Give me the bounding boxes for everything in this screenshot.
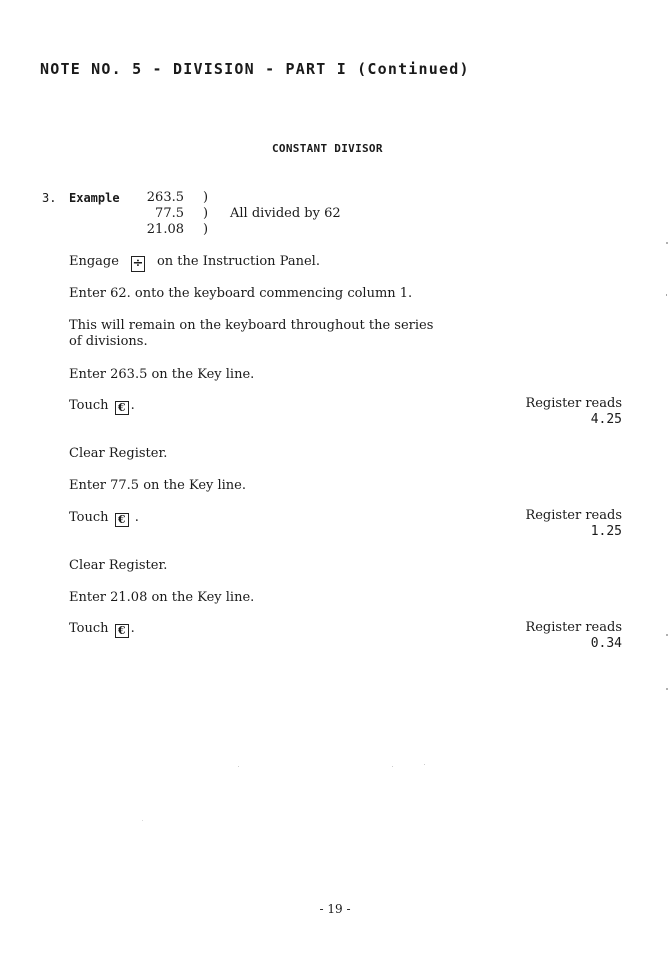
example-label: Example — [69, 191, 120, 205]
touch-dot: . — [134, 510, 139, 525]
enter-divisor-line: Enter 62. onto the keyboard commencing column 1. — [69, 286, 413, 301]
register-reads-label-3: Register reads — [525, 620, 622, 635]
scan-speck — [666, 242, 668, 244]
divide-key-icon: ÷ — [132, 256, 144, 271]
touch-dot: . — [130, 398, 135, 413]
touch-line-1 — [69, 398, 135, 415]
touch-text: Touch — [69, 510, 109, 525]
register-result-3: 0.34 — [590, 636, 622, 651]
constant-key-icon: € — [115, 624, 129, 638]
example-note: All divided by 62 — [230, 206, 341, 221]
scan-speck — [142, 820, 143, 821]
scan-speck — [392, 766, 393, 767]
scan-speck — [424, 764, 425, 765]
example-value-2: 77.5 — [155, 206, 184, 221]
scan-speck — [666, 634, 668, 636]
remain-note-line-1: This will remain on the keyboard throughout the series — [69, 318, 434, 333]
engage-line — [69, 254, 320, 272]
paren-1: ) — [203, 190, 209, 205]
example-value-1: 263.5 — [146, 190, 184, 205]
enter-value-3-line: Enter 21.08 on the Key line. — [69, 590, 255, 605]
register-reads-label-1: Register reads — [525, 396, 622, 411]
remain-note-line-2: of divisions. — [69, 334, 148, 349]
touch-line-2 — [69, 510, 139, 527]
touch-dot: . — [130, 621, 135, 636]
paren-2: ) — [203, 206, 209, 221]
constant-key-icon: € — [115, 513, 129, 527]
page-heading: NOTE NO. 5 - DIVISION - PART I (Continued) — [40, 60, 470, 78]
example-value-3: 21.08 — [146, 222, 184, 237]
constant-key-icon: € — [115, 401, 129, 415]
clear-register-line-2: Clear Register. — [69, 558, 168, 573]
touch-text: Touch — [69, 621, 109, 636]
register-reads-label-2: Register reads — [525, 508, 622, 523]
engage-text: Engage — [69, 254, 119, 269]
scan-speck — [666, 688, 668, 690]
register-result-1: 4.25 — [590, 412, 622, 427]
clear-register-line-1: Clear Register. — [69, 446, 168, 461]
paren-3: ) — [203, 222, 209, 237]
section-subheading: CONSTANT DIVISOR — [272, 142, 383, 155]
scan-speck — [238, 766, 239, 767]
engage-text-post: on the Instruction Panel. — [156, 254, 320, 269]
enter-value-2-line: Enter 77.5 on the Key line. — [69, 478, 247, 493]
enter-value-1-line: Enter 263.5 on the Key line. — [69, 367, 255, 382]
page-number: - 19 - — [319, 902, 351, 916]
register-result-2: 1.25 — [590, 524, 622, 539]
touch-line-3 — [69, 621, 135, 638]
scan-speck — [666, 294, 667, 296]
example-number: 3. — [42, 191, 57, 205]
touch-text: Touch — [69, 398, 109, 413]
